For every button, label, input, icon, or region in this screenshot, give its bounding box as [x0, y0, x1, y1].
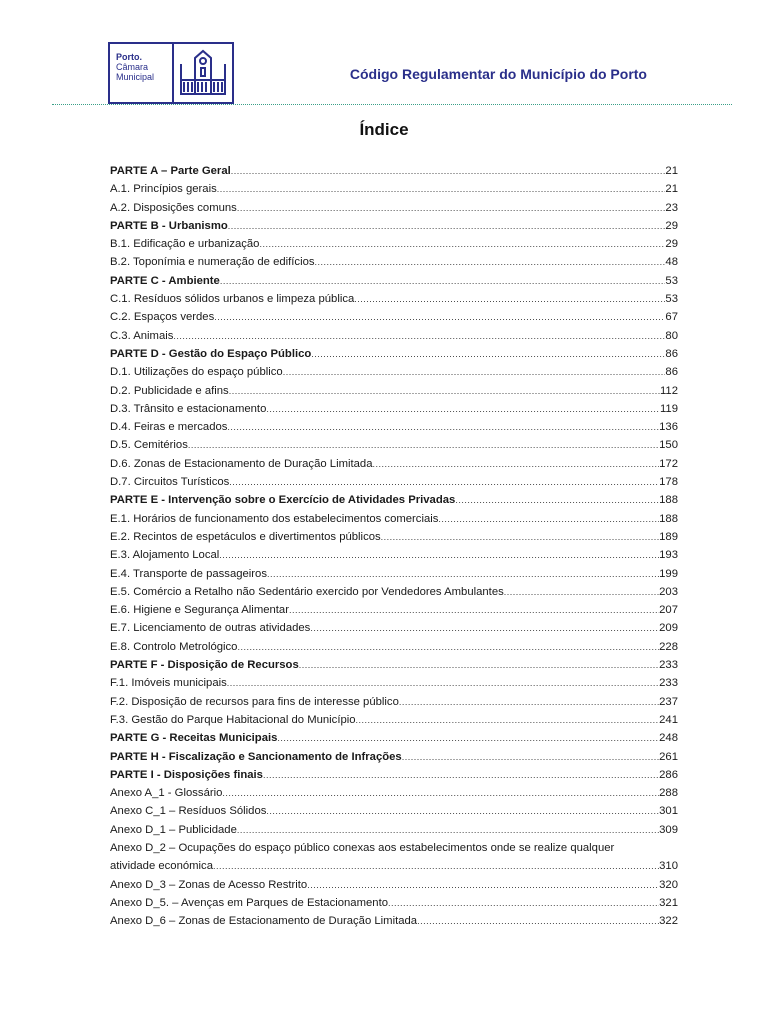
toc-entry[interactable]: [110, 199, 678, 217]
toc-entry[interactable]: [110, 656, 678, 674]
toc-entry-page: 209: [659, 622, 678, 635]
toc-entry[interactable]: [110, 455, 678, 473]
toc-entry-label: D.4. Feiras e mercados: [110, 421, 228, 434]
toc-entry-page: 288: [659, 787, 678, 800]
toc-entry[interactable]: [110, 912, 678, 930]
toc-entry-page: 237: [659, 695, 678, 708]
toc-part-label: PARTE A – Parte Geral: [110, 165, 231, 177]
toc-entry-label: D.1. Utilizações do espaço público: [110, 366, 283, 379]
toc-entry[interactable]: [110, 894, 678, 912]
toc-entry[interactable]: [110, 510, 678, 528]
toc-entry[interactable]: [110, 491, 678, 509]
toc-leader-dots: [222, 784, 659, 802]
toc-entry-continuation: [110, 857, 678, 875]
toc-leader-dots: [381, 528, 659, 546]
toc-entry[interactable]: [110, 272, 678, 290]
toc-entry-label: E.4. Transporte de passageiros: [110, 567, 267, 580]
toc-entry-page: 320: [659, 878, 678, 891]
toc-entry-label: Anexo A_1 - Glossário: [110, 787, 223, 800]
toc-leader-dots: [231, 162, 666, 180]
toc-entry-label: D.5. Cemitérios: [110, 439, 188, 452]
toc-entry[interactable]: [110, 839, 678, 876]
logo-line-3: Municipal: [116, 72, 155, 82]
toc-entry-label: Anexo D_5. – Avenças em Parques de Estacionamento: [110, 896, 388, 909]
toc-leader-dots: [227, 674, 659, 692]
toc-entry[interactable]: [110, 528, 678, 546]
toc-entry[interactable]: [110, 729, 678, 747]
toc-entry-page: 21: [665, 183, 678, 196]
toc-entry-label-continued: atividade económica: [110, 860, 213, 873]
toc-entry[interactable]: [110, 619, 678, 637]
toc-entry-page: 21: [665, 165, 678, 177]
toc-entry-label: C.2. Espaços verdes: [110, 311, 215, 324]
toc-entry-label: Anexo D_2 – Ocupações do espaço público conexas aos estabelecimentos onde se realize qualquer: [110, 841, 615, 854]
toc-part-label: PARTE H - Fiscalização e Sancionamento de Infrações: [110, 750, 402, 763]
toc-entry-label: E.2. Recintos de espetáculos e divertimentos públicos: [110, 530, 381, 543]
toc-entry[interactable]: [110, 363, 678, 381]
toc-entry[interactable]: [110, 308, 678, 326]
toc-leader-dots: [219, 546, 659, 564]
toc-leader-dots: [220, 272, 666, 290]
toc-leader-dots: [438, 510, 659, 528]
toc-entry-page: 29: [665, 219, 678, 232]
toc-entry[interactable]: [110, 601, 678, 619]
toc-entry-page: 112: [659, 384, 678, 397]
toc-leader-dots: [237, 821, 659, 839]
toc-part-label: PARTE G - Receitas Municipais: [110, 732, 278, 745]
toc-leader-dots: [217, 180, 666, 198]
toc-entry-page: 193: [659, 549, 678, 562]
city-hall-icon: [174, 44, 232, 102]
toc-leader-dots: [188, 436, 659, 454]
toc-leader-dots: [229, 382, 660, 400]
toc-entry-page: 309: [659, 823, 678, 836]
toc-entry-label: D.2. Publicidade e afins: [110, 384, 229, 397]
toc-leader-dots: [289, 601, 659, 619]
toc-entry-label: Anexo D_6 – Zonas de Estacionamento de Duração Limitada: [110, 915, 418, 928]
toc-entry-page: 199: [659, 567, 678, 580]
toc-entry-label: A.2. Disposições comuns: [110, 201, 237, 214]
toc-leader-dots: [173, 327, 665, 345]
toc-leader-dots: [277, 729, 659, 747]
toc-entry[interactable]: [110, 784, 678, 802]
toc-entry[interactable]: [110, 711, 678, 729]
toc-entry-page: 261: [659, 750, 678, 763]
toc-entry-page: 310: [659, 860, 678, 873]
toc-entry-label: F.2. Disposição de recursos para fins de interesse público: [110, 695, 399, 708]
toc-entry-page: 86: [665, 366, 678, 379]
toc-entry-page: 150: [659, 439, 678, 452]
toc-entry-page: 321: [659, 896, 678, 909]
toc-entry-page: 29: [665, 238, 678, 251]
toc-entry-page: 241: [659, 713, 678, 726]
toc-entry-label: C.3. Animais: [110, 329, 174, 342]
toc-leader-dots: [266, 802, 659, 820]
logo-line-1: Porto.: [116, 52, 142, 62]
toc-part-label: PARTE D - Gestão do Espaço Público: [110, 347, 312, 360]
toc-entry-label: E.6. Higiene e Segurança Alimentar: [110, 604, 289, 617]
toc-leader-dots: [311, 345, 665, 363]
toc-entry[interactable]: [110, 473, 678, 491]
toc-entry-label: Anexo C_1 – Resíduos Sólidos: [110, 805, 267, 818]
toc-entry-label: E.7. Licenciamento de outras atividades: [110, 622, 311, 635]
toc-entry-label: A.1. Princípios gerais: [110, 183, 217, 196]
logo-line-2: Câmara: [116, 62, 149, 72]
toc-entry[interactable]: [110, 217, 678, 235]
toc-entry-page: 286: [659, 768, 678, 781]
toc-entry[interactable]: [110, 436, 678, 454]
toc-entry[interactable]: [110, 766, 678, 784]
toc-entry-label: Anexo D_1 – Publicidade: [110, 823, 237, 836]
toc-leader-dots: [402, 748, 659, 766]
toc-entry-label: D.3. Trânsito e estacionamento: [110, 402, 267, 415]
toc-part-label: PARTE C - Ambiente: [110, 274, 220, 287]
index-title: Índice: [359, 120, 409, 139]
toc-entry-page: 48: [665, 256, 678, 269]
toc-entry[interactable]: [110, 748, 678, 766]
toc-entry-page: 119: [659, 402, 678, 415]
toc-entry[interactable]: [110, 876, 678, 894]
toc-entry[interactable]: [110, 327, 678, 345]
toc-entry-label: Anexo D_3 – Zonas de Acesso Restrito: [110, 878, 308, 891]
toc-entry-label: D.6. Zonas de Estacionamento de Duração Limitada: [110, 457, 373, 470]
toc-part-label: PARTE F - Disposição de Recursos: [110, 659, 299, 672]
toc-entry[interactable]: [110, 638, 678, 656]
toc-leader-dots: [307, 876, 659, 894]
toc-part-label: PARTE B - Urbanismo: [110, 219, 228, 232]
toc-leader-dots: [237, 199, 666, 217]
toc-entry-page: 301: [659, 805, 678, 818]
toc-entry-page: 233: [659, 659, 678, 672]
logo-text: [110, 44, 172, 102]
toc-leader-dots: [283, 363, 666, 381]
toc-leader-dots: [299, 656, 659, 674]
toc-entry[interactable]: [110, 418, 678, 436]
toc-leader-dots: [263, 766, 659, 784]
toc-entry[interactable]: [110, 180, 678, 198]
toc-leader-dots: [504, 583, 659, 601]
toc-leader-dots: [354, 290, 665, 308]
toc-entry-label: E.5. Comércio a Retalho não Sedentário exercido por Vendedores Ambulantes: [110, 585, 504, 598]
toc-leader-dots: [237, 638, 659, 656]
toc-leader-dots: [315, 253, 666, 271]
toc-leader-dots: [213, 857, 659, 875]
toc-entry[interactable]: [110, 400, 678, 418]
toc-leader-dots: [399, 693, 659, 711]
toc-leader-dots: [417, 912, 659, 930]
toc-leader-dots: [227, 418, 659, 436]
toc-entry-page: 233: [659, 677, 678, 690]
toc-leader-dots: [310, 619, 659, 637]
toc-leader-dots: [373, 455, 660, 473]
toc-entry-page: 188: [659, 494, 678, 507]
toc-leader-dots: [214, 308, 665, 326]
toc-entry-page: 136: [659, 421, 678, 434]
toc-entry-page: 322: [659, 915, 678, 928]
toc-leader-dots: [259, 235, 665, 253]
toc-entry[interactable]: [110, 345, 678, 363]
toc-leader-dots: [267, 565, 659, 583]
toc-entry-label: E.3. Alojamento Local: [110, 549, 220, 562]
toc-entry-page: 189: [659, 530, 678, 543]
toc-entry[interactable]: [110, 821, 678, 839]
toc-leader-dots: [228, 217, 666, 235]
toc-entry-page: 228: [659, 640, 678, 653]
toc-leader-dots: [455, 491, 659, 509]
toc-leader-dots: [229, 473, 659, 491]
toc-entry-label: F.1. Imóveis municipais: [110, 677, 227, 690]
toc-entry[interactable]: [110, 546, 678, 564]
toc-entry[interactable]: [110, 290, 678, 308]
toc-entry-label: E.1. Horários de funcionamento dos estabelecimentos comerciais: [110, 512, 439, 525]
toc-entry-page: 67: [665, 311, 678, 324]
toc-entry-page: 203: [659, 585, 678, 598]
toc-entry[interactable]: [110, 382, 678, 400]
header-divider: [52, 104, 732, 105]
toc-entry-page: 172: [659, 457, 678, 470]
toc-entry-label: D.7. Circuitos Turísticos: [110, 476, 230, 489]
toc-entry-page: 248: [659, 732, 678, 745]
table-of-contents: [110, 162, 678, 930]
toc-entry[interactable]: [110, 674, 678, 692]
toc-entry-page: 178: [659, 476, 678, 489]
toc-entry[interactable]: [110, 583, 678, 601]
toc-entry-page: 53: [665, 293, 678, 306]
toc-part-label: PARTE E - Intervenção sobre o Exercício de Atividades Privadas: [110, 494, 456, 507]
toc-entry[interactable]: [110, 693, 678, 711]
toc-entry-page: 86: [665, 347, 678, 360]
toc-entry-page: 207: [659, 604, 678, 617]
toc-entry-page: 188: [659, 512, 678, 525]
toc-leader-dots: [388, 894, 659, 912]
toc-entry-label: B.2. Toponímia e numeração de edifícios: [110, 256, 315, 269]
toc-entry[interactable]: [110, 565, 678, 583]
municipality-logo: [108, 42, 234, 104]
toc-entry[interactable]: [110, 253, 678, 271]
toc-entry[interactable]: [110, 802, 678, 820]
document-title: Código Regulamentar do Município do Porto: [349, 66, 647, 82]
toc-entry-page: 53: [665, 274, 678, 287]
toc-leader-dots: [266, 400, 660, 418]
toc-entry-page: 80: [665, 329, 678, 342]
toc-entry-page: 23: [665, 201, 678, 214]
toc-leader-dots: [356, 711, 660, 729]
toc-part-label: PARTE I - Disposições finais: [110, 768, 263, 781]
toc-entry[interactable]: [110, 235, 678, 253]
toc-entry-label: C.1. Resíduos sólidos urbanos e limpeza pública: [110, 293, 355, 306]
toc-entry-label: B.1. Edificação e urbanização: [110, 238, 260, 251]
toc-entry-label: F.3. Gestão do Parque Habitacional do Município: [110, 713, 356, 726]
toc-entry-label: E.8. Controlo Metrológico: [110, 640, 238, 653]
toc-entry[interactable]: [110, 162, 678, 180]
